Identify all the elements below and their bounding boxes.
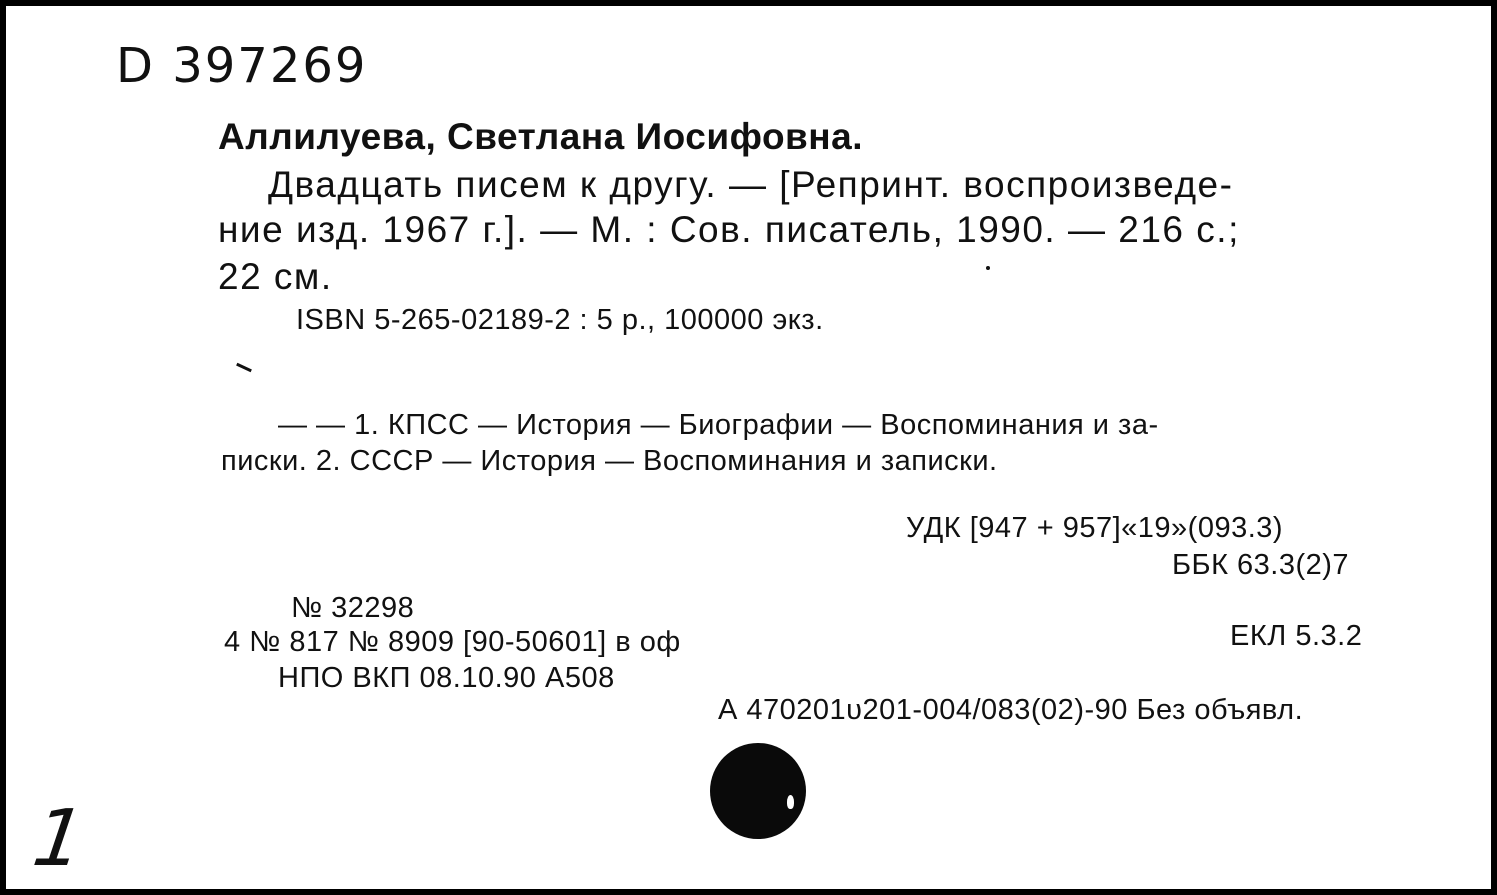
bbk-classification: ББК 63.3(2)7 bbox=[1172, 549, 1350, 581]
publisher-code-line: А 470201υ201-004/083(02)-90 Без объявл. bbox=[718, 694, 1304, 726]
inventory-line-3: НПО ВКП 08.10.90 А508 bbox=[278, 662, 615, 694]
call-number: D 397269 bbox=[116, 38, 368, 94]
title-line-1: Двадцать писем к другу. — [Репринт. воспроизведе- bbox=[268, 164, 1234, 205]
title-line-2: ние изд. 1967 г.]. — М. : Сов. писатель, 1990. — 216 с.; bbox=[218, 209, 1240, 250]
author-heading: Аллилуева, Светлана Иосифовна. bbox=[218, 116, 864, 157]
subject-line-2: писки. 2. СССР — История — Воспоминания и записки. bbox=[221, 445, 998, 477]
inventory-line-1: № 32298 bbox=[291, 592, 415, 624]
handwritten-page-number: 1 bbox=[27, 794, 90, 884]
subject-line-1: — — 1. КПСС — История — Биографии — Воспоминания и за- bbox=[278, 409, 1159, 441]
isbn-line: ISBN 5-265-02189-2 : 5 р., 100000 экз. bbox=[296, 304, 824, 336]
punch-hole-notch bbox=[787, 795, 794, 809]
inventory-line-2: 4 № 817 № 8909 [90-50601] в оф bbox=[224, 626, 681, 658]
pencil-tick-mark bbox=[236, 363, 252, 372]
stray-dot-mark bbox=[986, 266, 990, 270]
title-line-3: 22 см. bbox=[218, 256, 333, 297]
punch-hole bbox=[710, 743, 806, 839]
ekl-classification: ЕКЛ 5.3.2 bbox=[1230, 620, 1363, 652]
udc-classification: УДК [947 + 957]«19»(093.3) bbox=[906, 512, 1284, 544]
